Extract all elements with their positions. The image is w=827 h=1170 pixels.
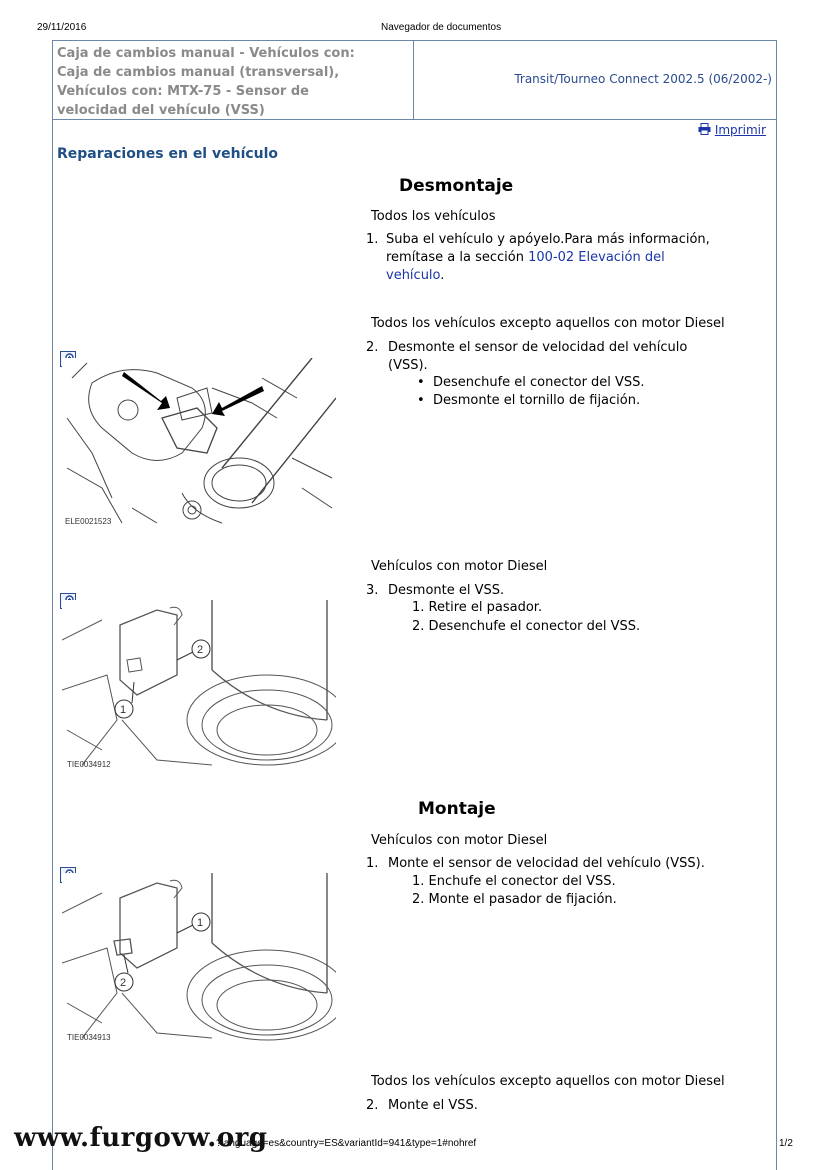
step-text: remítase a la sección 100-02 Elevación del xyxy=(386,250,665,265)
step-text: Monte el VSS. xyxy=(388,1098,478,1113)
condition-diesel: Vehículos con motor Diesel xyxy=(371,559,548,574)
diesel-vss-removal-illustration xyxy=(62,600,336,770)
step-number: 1. xyxy=(366,232,379,247)
bullet-item: • Desmonte el tornillo de fijación. xyxy=(417,393,641,408)
step-text: Suba el vehículo y apóyelo.Para más información, xyxy=(386,232,710,247)
callout-1: 1 xyxy=(197,917,204,929)
vehicle-model: Transit/Tourneo Connect 2002.5 (06/2002-) xyxy=(514,72,772,86)
condition-all-vehicles: Todos los vehículos xyxy=(371,209,496,224)
step-number: 2. xyxy=(366,1098,379,1113)
lift-section-link-cont[interactable]: vehículo xyxy=(386,268,441,283)
figure-code: TIE0034912 xyxy=(67,760,111,769)
print-link-label[interactable]: Imprimir xyxy=(714,123,766,137)
substep-item: 1. Retire el pasador. xyxy=(412,600,543,615)
substep-item: 2. Desenchufe el conector del VSS. xyxy=(412,619,641,634)
condition-non-diesel: Todos los vehículos excepto aquellos con motor Diesel xyxy=(371,316,725,331)
condition-diesel: Vehículos con motor Diesel xyxy=(371,833,548,848)
condition-non-diesel: Todos los vehículos excepto aquellos con motor Diesel xyxy=(371,1074,725,1089)
bullet-item: • Desenchufe el conector del VSS. xyxy=(417,375,645,390)
section-title: Reparaciones en el vehículo xyxy=(57,146,279,162)
step-number: 1. xyxy=(366,856,379,871)
heading-desmontaje: Desmontaje xyxy=(399,176,514,196)
step-text: vehículo. xyxy=(386,268,445,283)
substep-item: 1. Enchufe el conector del VSS. xyxy=(412,874,616,889)
figure-code: ELE0021523 xyxy=(65,517,112,526)
step-number: 2. xyxy=(366,340,379,355)
footer-url: ?language=es&country=ES&variantId=941&type=1#nohref xyxy=(216,1138,477,1149)
page-number: 1/2 xyxy=(779,1138,793,1149)
callout-1: 1 xyxy=(120,704,127,716)
watermark: www.furgovw.org xyxy=(14,1123,268,1153)
document-title: Caja de cambios manual - Vehículos con: Caja de cambios manual (transversal), Vehículos con: MTX-75 - Sensor de velocidad del vehículo (VSS) xyxy=(57,46,355,118)
step-text: Monte el sensor de velocidad del vehículo (VSS). xyxy=(388,856,705,871)
callout-2: 2 xyxy=(197,644,204,656)
printer-icon xyxy=(698,123,711,135)
print-link[interactable] xyxy=(698,123,766,137)
print-title: Navegador de documentos xyxy=(381,22,502,33)
step-text: (VSS). xyxy=(388,358,428,373)
step-text: Desmonte el sensor de velocidad del vehículo xyxy=(388,340,688,355)
diesel-vss-installation-illustration xyxy=(62,873,336,1045)
header-divider xyxy=(413,40,414,120)
lift-section-link[interactable]: 100-02 Elevación del xyxy=(528,250,665,265)
heading-montaje: Montaje xyxy=(418,799,496,819)
figure-code: TIE0034913 xyxy=(67,1033,111,1042)
callout-2: 2 xyxy=(120,977,127,989)
step-text: Desmonte el VSS. xyxy=(388,583,505,598)
substep-item: 2. Monte el pasador de fijación. xyxy=(412,892,617,907)
print-date: 29/11/2016 xyxy=(37,22,87,33)
vss-sensor-illustration xyxy=(62,358,336,528)
step-number: 3. xyxy=(366,583,379,598)
